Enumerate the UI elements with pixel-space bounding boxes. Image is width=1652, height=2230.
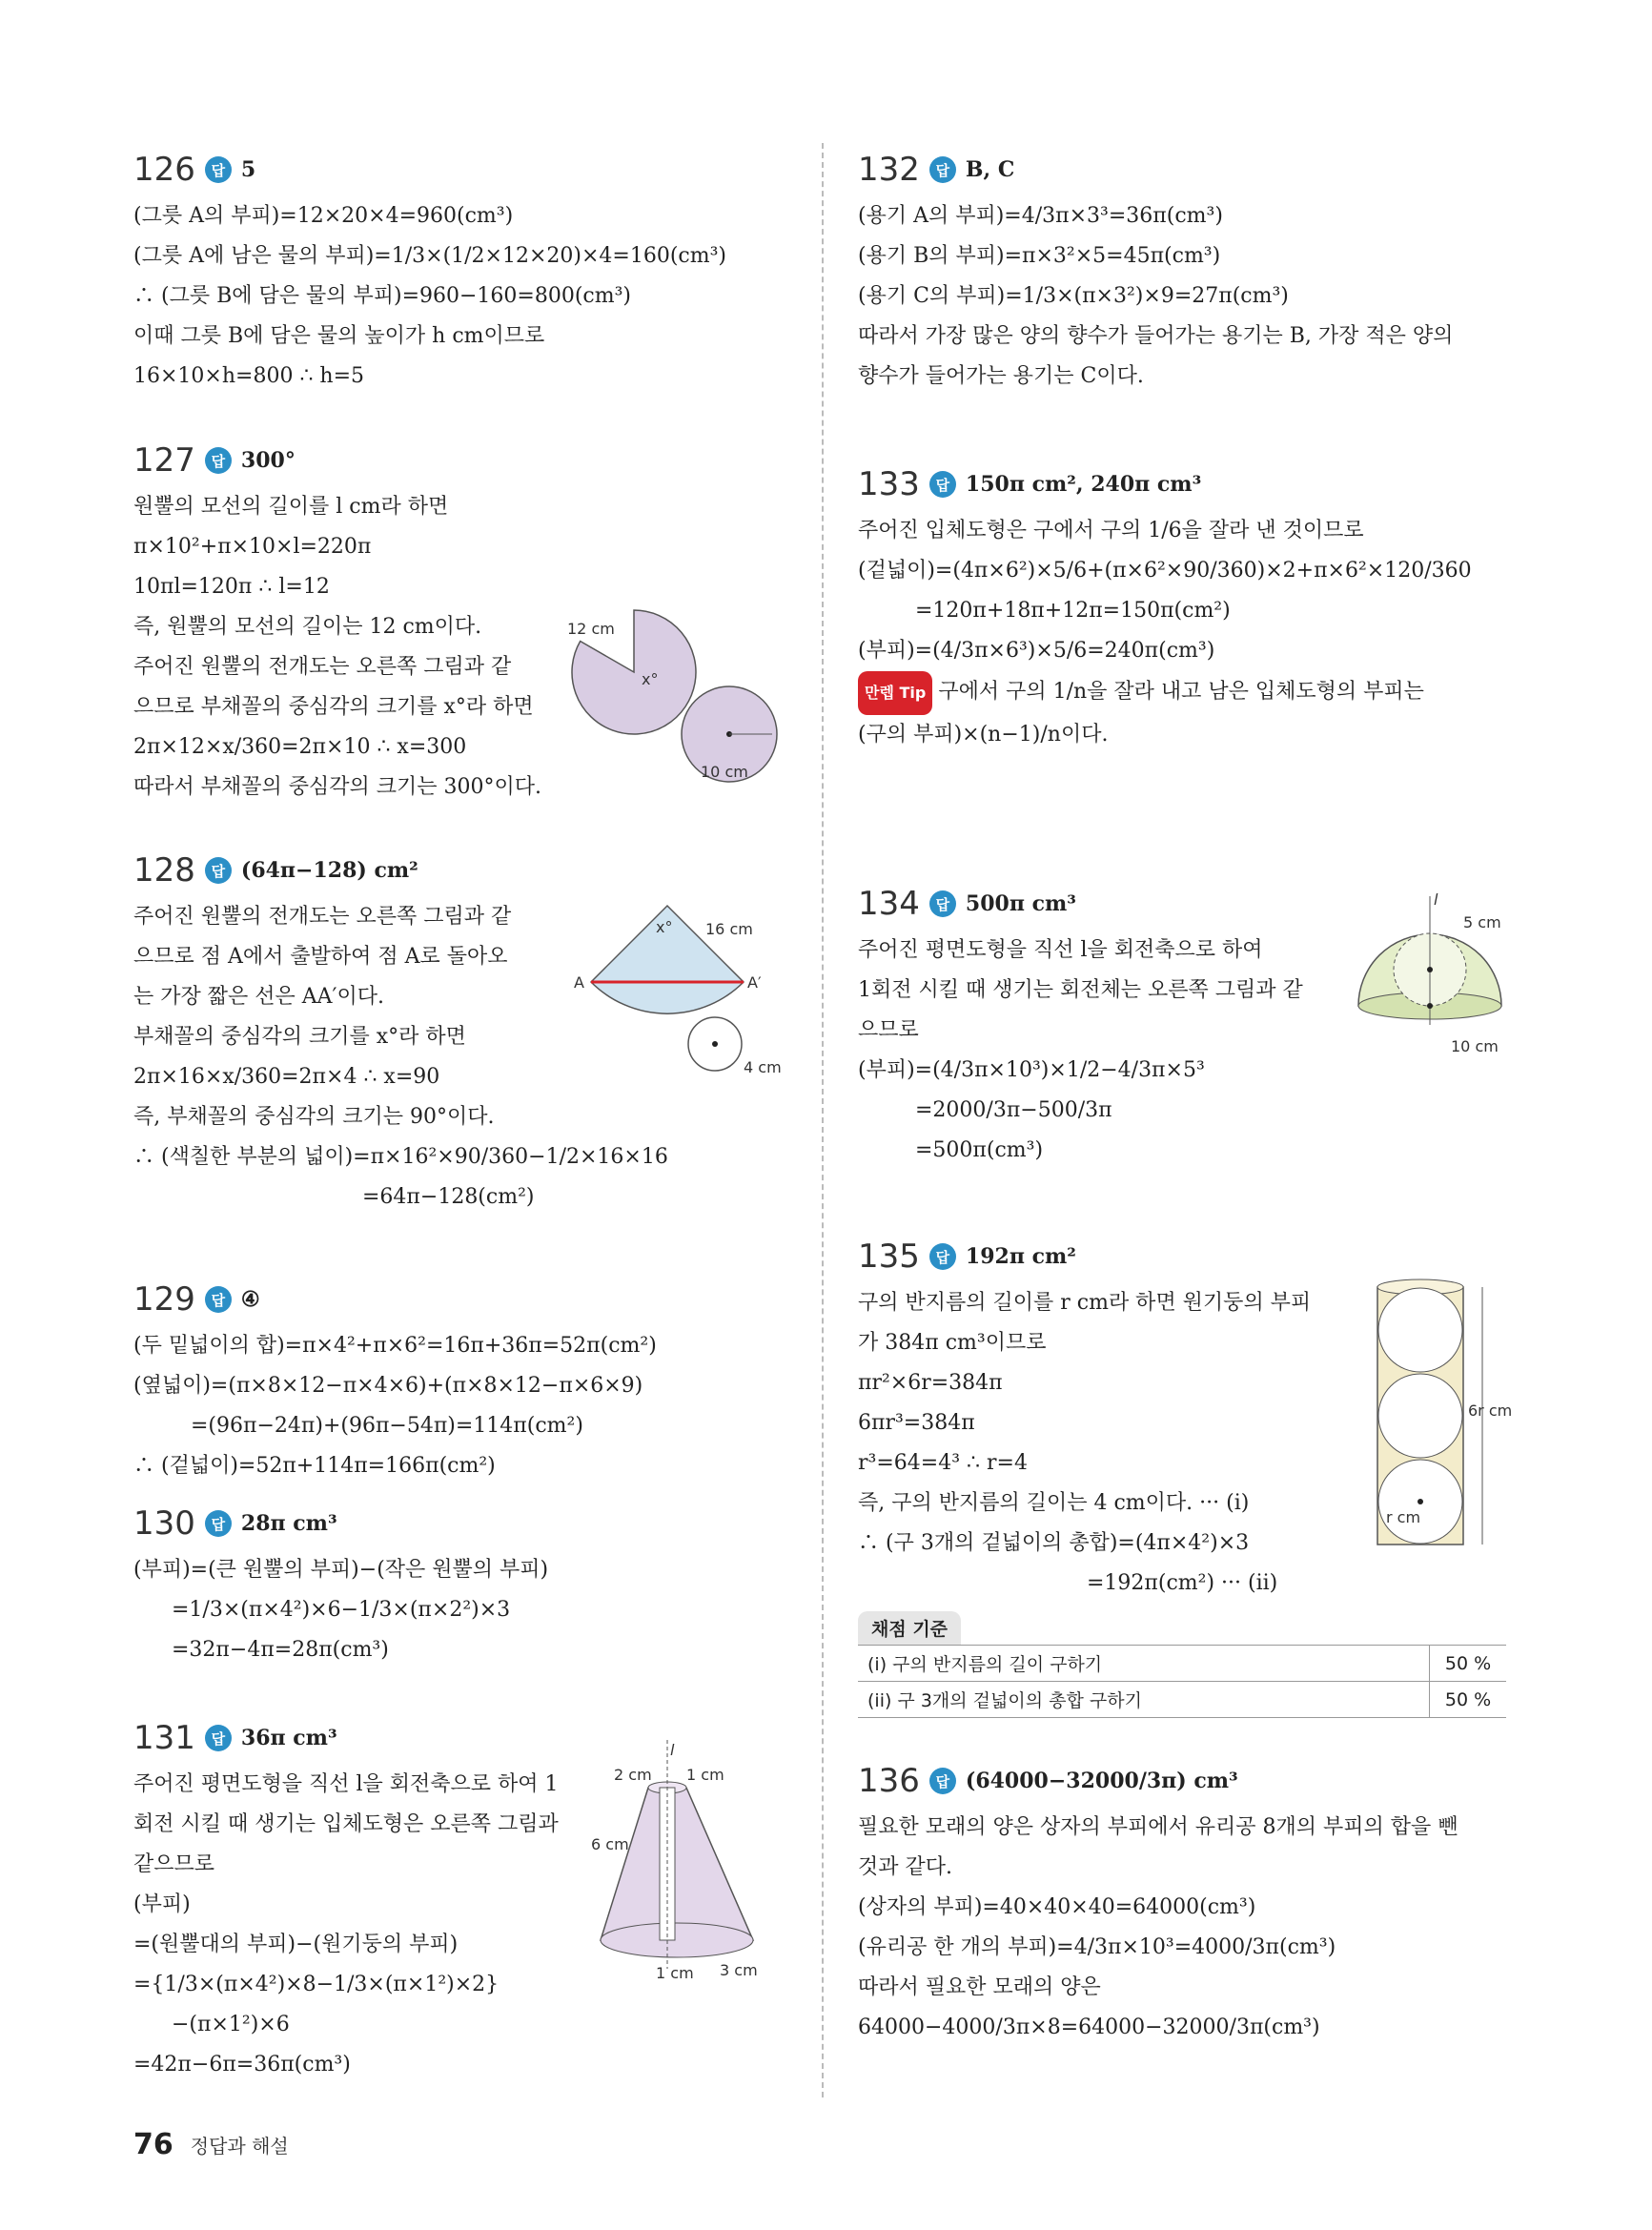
solution-line: 필요한 모래의 양은 상자의 부피에서 유리공 8개의 부피의 합을 뺀	[858, 1815, 1458, 1839]
solution-line: (옆넓이)=(π×8×12−π×4×6)+(π×8×12−π×6×9)	[133, 1374, 643, 1398]
answer: 500π cm³	[965, 891, 1076, 916]
criteria-score: 50 %	[1430, 1682, 1507, 1718]
solution-line: 향수가 들어가는 용기는 C이다.	[858, 364, 1144, 388]
solution-line: (유리공 한 개의 부피)=4/3π×10³=4000/3π(cm³)	[858, 1935, 1336, 1959]
answer-badge: 답	[929, 1768, 956, 1794]
solution-line: =120π+18π+12π=150π(cm²)	[915, 599, 1231, 623]
solution-line: =64π−128(cm²)	[362, 1185, 535, 1209]
problem-number: 128	[133, 851, 195, 890]
solution-line: πr²×6r=384π	[858, 1371, 1003, 1395]
solution-line: π×10²+π×10×l=220π	[133, 535, 372, 559]
answer: 36π cm³	[240, 1726, 337, 1750]
column-divider	[822, 143, 824, 2097]
problem-number: 131	[133, 1719, 195, 1757]
answer: (64000−32000/3π) cm³	[965, 1769, 1238, 1793]
answer-badge: 답	[205, 1510, 232, 1537]
solution-line: =(원뿔대의 부피)−(원기둥의 부피)	[133, 1933, 459, 1956]
solution-line: 즉, 부채꼴의 중심각의 크기는 90°이다.	[133, 1105, 495, 1129]
label-radius-12: 12 cm	[567, 620, 615, 638]
page-footer	[133, 2128, 289, 2161]
solution-line: 10πl=120π ∴ l=12	[133, 575, 330, 599]
solution-line: 구의 반지름의 길이를 r cm라 하면 원기둥의 부피	[858, 1291, 1312, 1315]
solution-line: ∴ (구 3개의 겉넓이의 총합)=(4π×4²)×3	[858, 1531, 1250, 1555]
solution-line: 즉, 구의 반지름의 길이는 4 cm이다. ··· (i)	[858, 1491, 1250, 1515]
solution-line: 가 384π cm³이므로	[858, 1331, 1047, 1355]
answer: B, C	[965, 157, 1015, 182]
answer-badge: 답	[205, 857, 232, 884]
problem-number: 129	[133, 1280, 195, 1319]
label-a: A	[574, 973, 584, 992]
problem-number: 133	[858, 465, 920, 503]
label-a-prime: A′	[747, 973, 762, 992]
solution-line: (부피)=(4/3π×6³)×5/6=240π(cm³)	[858, 639, 1215, 663]
label-radius-10: 10 cm	[701, 763, 748, 781]
label-10cm: 10 cm	[1451, 1037, 1499, 1055]
answer-badge: 답	[205, 1286, 232, 1313]
solution-line: 부채꼴의 중심각의 크기를 x°라 하면	[133, 1025, 466, 1049]
cylinder-figure-135	[1373, 1273, 1516, 1549]
table-row	[858, 1646, 1506, 1682]
criteria-item: (i) 구의 반지름의 길이 구하기	[858, 1646, 1430, 1682]
solution-line: 는 가장 짧은 선은 AA′이다.	[133, 985, 385, 1009]
label-axis: l	[670, 1741, 675, 1759]
problem-134	[858, 877, 1501, 1171]
solution-line: =1/3×(π×4²)×6−1/3×(π×2²)×3	[172, 1598, 511, 1622]
solution-line: 원뿔의 모선의 길이를 l cm라 하면	[133, 495, 449, 519]
page-number: 76	[133, 2128, 173, 2161]
solution-line: =32π−4π=28π(cm³)	[172, 1638, 389, 1662]
solution-line: (용기 A의 부피)=4/3π×3³=36π(cm³)	[858, 204, 1223, 228]
solution-line: 2π×12×x/360=2π×10 ∴ x=300	[133, 735, 467, 759]
solution-line: =42π−6π=36π(cm³)	[133, 2053, 351, 2077]
solution-line: 즉, 원뿔의 모선의 길이는 12 cm이다.	[133, 615, 482, 639]
solution-line: 2π×16×x/360=2π×4 ∴ x=90	[133, 1065, 440, 1089]
problem-136	[858, 1754, 1458, 2048]
net-figure-127	[567, 601, 791, 791]
criteria-item: (ii) 구 3개의 겉넓이의 총합 구하기	[858, 1682, 1430, 1718]
problem-number: 136	[858, 1762, 920, 1800]
answer-badge: 답	[205, 156, 232, 183]
solution-line: =500π(cm³)	[915, 1138, 1044, 1162]
label-6r: 6r cm	[1468, 1401, 1513, 1420]
solution-line: 따라서 부채꼴의 중심각의 크기는 300°이다.	[133, 775, 541, 799]
problem-128	[133, 844, 782, 1217]
net-figure-128	[562, 896, 791, 1096]
solution-line: 64000−4000/3π×8=64000−32000/3π(cm³)	[858, 2015, 1320, 2039]
solution-line: ={1/3×(π×4²)×8−1/3×(π×1²)×2}	[133, 1973, 500, 1996]
solution-line: =(96π−24π)+(96π−54π)=114π(cm²)	[191, 1414, 583, 1438]
problem-133	[858, 458, 1472, 755]
solution-line: 회전 시킬 때 생기는 입체도형은 오른쪽 그림과	[133, 1812, 559, 1836]
answer: 300°	[240, 448, 296, 473]
solution-line: 주어진 원뿔의 전개도는 오른쪽 그림과 같	[133, 655, 512, 679]
problem-number: 135	[858, 1238, 920, 1276]
solution-line: 주어진 원뿔의 전개도는 오른쪽 그림과 같	[133, 905, 512, 929]
tip-line: (구의 부피)×(n−1)/n이다.	[858, 723, 1109, 747]
hemisphere-figure-134	[1344, 891, 1520, 1058]
solution-line: (그릇 A의 부피)=12×20×4=960(cm³)	[133, 204, 514, 228]
frustum-figure-131	[591, 1740, 791, 1988]
solution-line: ∴ (색칠한 부분의 넓이)=π×16²×90/360−1/2×16×16	[133, 1145, 668, 1169]
solution-line: =192π(cm²) ··· (ii)	[1087, 1571, 1278, 1595]
solution-line: (그릇 A에 남은 물의 부피)=1/3×(1/2×12×20)×4=160(cm³)	[133, 244, 727, 268]
label-axis: l	[1434, 891, 1438, 909]
label-r: r cm	[1386, 1508, 1421, 1526]
problem-number: 130	[133, 1504, 195, 1543]
answer-badge: 답	[929, 890, 956, 917]
solution-line: (부피)=(4/3π×10³)×1/2−4/3π×5³	[858, 1058, 1205, 1082]
solution-line: ∴ (겉넓이)=52π+114π=166π(cm²)	[133, 1454, 496, 1478]
label-2cm: 2 cm	[614, 1766, 652, 1784]
problem-131	[133, 1711, 758, 2085]
solution-line: 주어진 평면도형을 직선 l을 회전축으로 하여	[858, 938, 1263, 962]
answer-badge: 답	[929, 471, 956, 498]
answer: 150π cm², 240π cm³	[965, 472, 1202, 497]
criteria-title: 채점 기준	[858, 1611, 961, 1645]
solution-line: ∴ (그릇 B에 담은 물의 부피)=960−160=800(cm³)	[133, 284, 632, 308]
solution-line: 6πr³=384π	[858, 1411, 975, 1435]
table-row	[858, 1682, 1506, 1718]
label-6cm: 6 cm	[591, 1835, 629, 1853]
tip-badge: 만렙 Tip	[858, 671, 932, 715]
problem-130	[133, 1497, 548, 1670]
problem-129	[133, 1273, 657, 1486]
answer: 5	[240, 157, 256, 182]
answer: ④	[240, 1287, 260, 1312]
criteria-table	[858, 1645, 1506, 1718]
answer: 28π cm³	[240, 1511, 337, 1536]
answer-badge: 답	[205, 447, 232, 474]
answer-badge: 답	[929, 156, 956, 183]
solution-line: 으므로 점 A에서 출발하여 점 A로 돌아오	[133, 945, 508, 969]
label-16cm: 16 cm	[705, 920, 753, 938]
problem-number: 134	[858, 885, 920, 923]
answer-badge: 답	[929, 1243, 956, 1270]
problem-number: 127	[133, 441, 195, 480]
label-1cm-bottom: 1 cm	[656, 1964, 694, 1982]
label-angle: x°	[642, 670, 659, 688]
label-3cm: 3 cm	[720, 1961, 758, 1979]
criteria-box	[858, 1611, 1506, 1718]
solution-line: (부피)	[133, 1892, 191, 1916]
solution-line: =2000/3π−500/3π	[915, 1098, 1112, 1122]
solution-line: −(π×1²)×6	[172, 2013, 290, 2036]
label-5cm: 5 cm	[1463, 913, 1501, 931]
solution-line: (용기 C의 부피)=1/3×(π×3²)×9=27π(cm³)	[858, 284, 1289, 308]
solution-line: (용기 B의 부피)=π×3²×5=45π(cm³)	[858, 244, 1221, 268]
section-title: 정답과 해설	[190, 2135, 289, 2158]
solution-line: 으므로	[858, 1018, 919, 1042]
solution-line: 1회전 시킬 때 생기는 회전체는 오른쪽 그림과 같	[858, 978, 1303, 1002]
solution-line: 이때 그릇 B에 담은 물의 높이가 h cm이므로	[133, 324, 545, 348]
solution-line: (부피)=(큰 원뿔의 부피)−(작은 원뿔의 부피)	[133, 1558, 549, 1582]
problem-132	[858, 143, 1453, 397]
solution-line: (상자의 부피)=40×40×40=64000(cm³)	[858, 1895, 1256, 1919]
problem-135	[858, 1230, 1513, 1711]
problem-number: 126	[133, 151, 195, 189]
solution-line: r³=64=4³ ∴ r=4	[858, 1451, 1028, 1475]
problem-number: 132	[858, 151, 920, 189]
tip-text: 구에서 구의 1/n을 잘라 내고 남은 입체도형의 부피는	[938, 680, 1424, 704]
answer: 192π cm²	[965, 1244, 1076, 1269]
problem-127	[133, 434, 748, 808]
criteria-score: 50 %	[1430, 1646, 1507, 1682]
solution-line: 주어진 평면도형을 직선 l을 회전축으로 하여 1	[133, 1772, 559, 1796]
label-4cm: 4 cm	[744, 1058, 782, 1076]
solution-line: 따라서 필요한 모래의 양은	[858, 1975, 1101, 1999]
solution-line: 같으므로	[133, 1852, 215, 1876]
solution-line: 으므로 부채꼴의 중심각의 크기를 x°라 하면	[133, 695, 534, 719]
tip-line	[858, 671, 1472, 715]
solution-line: 것과 같다.	[858, 1855, 952, 1879]
problem-126	[133, 143, 726, 397]
solution-line: (두 밑넓이의 합)=π×4²+π×6²=16π+36π=52π(cm²)	[133, 1334, 657, 1358]
label-1cm-top: 1 cm	[686, 1766, 724, 1784]
solution-line: 16×10×h=800 ∴ h=5	[133, 364, 365, 388]
solution-line: (겉넓이)=(4π×6²)×5/6+(π×6²×90/360)×2+π×6²×120/360	[858, 559, 1472, 583]
answer-badge: 답	[205, 1725, 232, 1751]
label-angle: x°	[656, 918, 673, 936]
solution-line: 따라서 가장 많은 양의 향수가 들어가는 용기는 B, 가장 적은 양의	[858, 324, 1454, 348]
answer: (64π−128) cm²	[240, 858, 418, 883]
solution-line: 주어진 입체도형은 구에서 구의 1/6을 잘라 낸 것이므로	[858, 519, 1364, 542]
